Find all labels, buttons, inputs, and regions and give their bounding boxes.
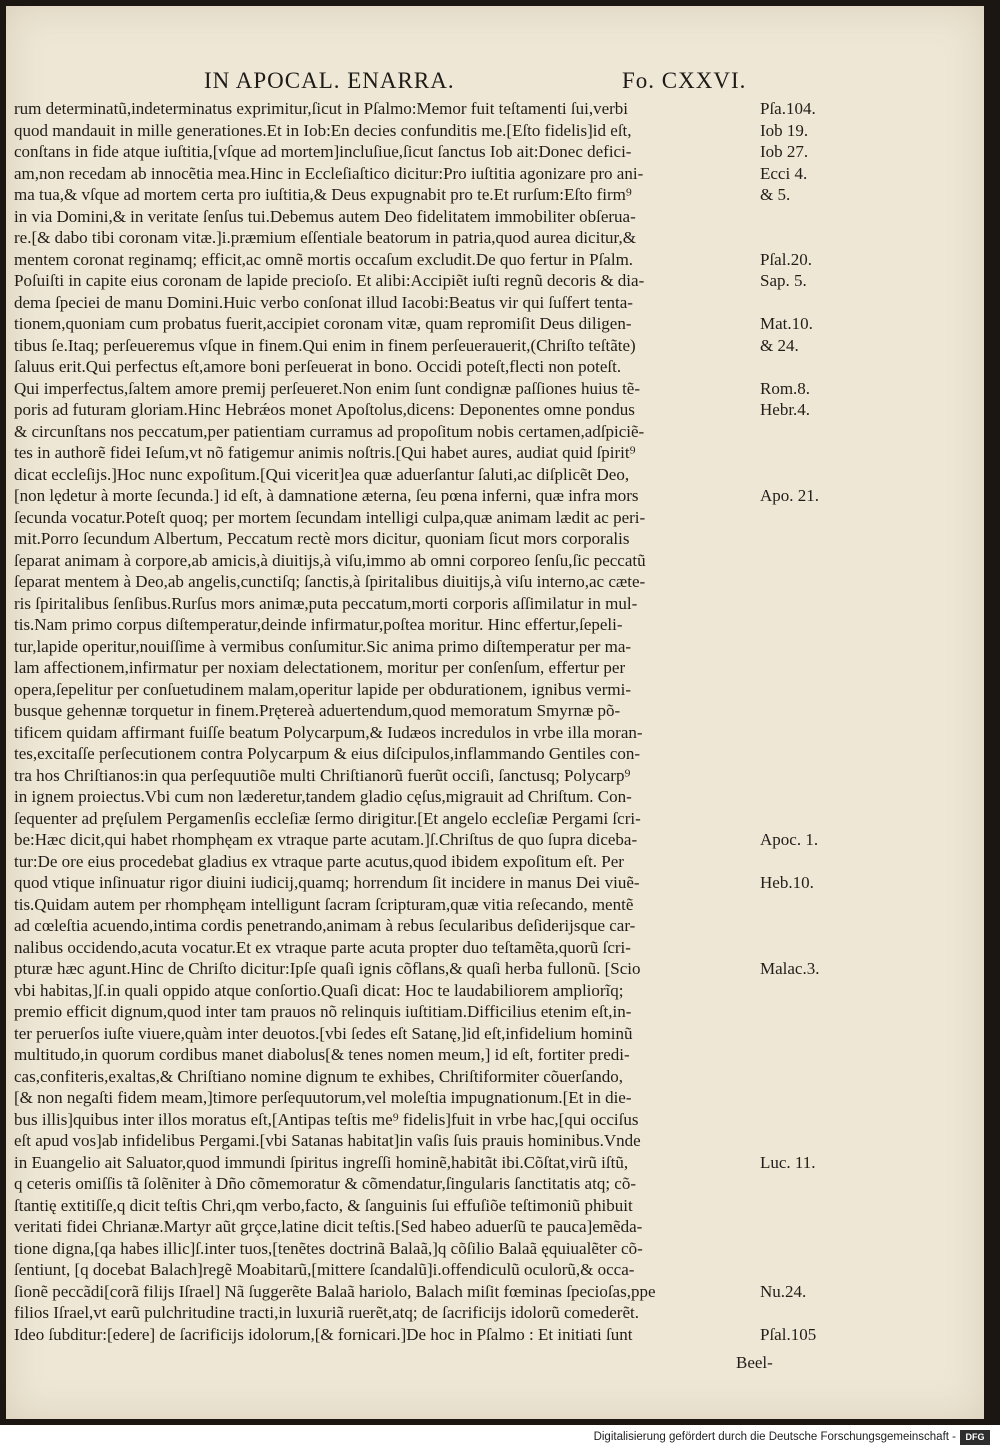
text-line bbox=[6, 399, 984, 420]
line-text: in ignem proiectus.Vbi cum non læderetur,tandem gladio cęſus,migrauit ad Chriſtum. Con- bbox=[14, 787, 632, 806]
line-text: ſaluus erit.Qui perfectus eſt,amore boni perſeuerat in bono. Occidi poteſt,flecti non poteſt. bbox=[14, 357, 622, 376]
line-text: vbi habitas,]ſ.in quali oppido atque conſortio.Quaſi dicat: Hoc te laudabiliorem ampliorĩq; bbox=[14, 980, 624, 1000]
text-line bbox=[6, 700, 984, 721]
line-text: opera,ſepelitur per conſuetudinem malam,operitur lapide per obdurationem, ignibus vermi- bbox=[14, 679, 631, 699]
text-line bbox=[6, 614, 984, 635]
text-line bbox=[6, 1130, 984, 1151]
text-line bbox=[6, 1023, 984, 1044]
text-line bbox=[6, 98, 984, 119]
line-text: re.[& dabo tibi coronam vitæ.]i.præmium eſſentiale beatorum in patria,quod aurea dicitur,& bbox=[14, 228, 637, 247]
line-text: in via Domini,& in veritate ſenſus tui.Debemus autem Deo fidelitatem immobiliter obſerua- bbox=[14, 206, 636, 226]
text-line bbox=[6, 356, 984, 377]
line-text: ſequenter ad pręſulem Pergamenſis eccleſiæ ſermo dirigitur.[Et angelo eccleſiæ Pergami ſcri- bbox=[14, 808, 641, 828]
text-line bbox=[6, 679, 984, 700]
text-line bbox=[6, 335, 984, 356]
line-text: ſentiunt, [q docebat Balach]regẽ Moabitarũ,[mittere ſcandalũ]i.offendiculũ oculorũ,& occa- bbox=[14, 1260, 635, 1279]
folio-number: Fo. CXXVI. bbox=[622, 68, 747, 93]
line-text: bus illis]quibus inter illos moratus eſt,[Antipas teſtis me⁹ fidelis]fuit in vrbe hac,[qui occiſus bbox=[14, 1109, 639, 1129]
line-text: quod mandauit in mille generationes.Et in Iob:En decies confunditis me.[Eſto fidelis]id eſt, bbox=[14, 120, 632, 140]
line-text: q ceteris omiſſis tã ſolẽniter à Dño cõmemoratur & cõmendatur,ſingularis ſanctitatis atq; cõ- bbox=[14, 1174, 636, 1193]
line-text: busque gehennæ torquetur in finem.Prętereà aduertendum,quod memoratum Smyrnæ põ- bbox=[14, 701, 621, 720]
line-text: tes in authorẽ fidei Ieſum,vt nõ fatigemur animis noſtris.[Qui habet aures, audiat quid ſpirit⁹ bbox=[14, 443, 636, 462]
text-line bbox=[6, 1087, 984, 1108]
line-text: tis.Nam primo corpus diſtemperatur,deinde infirmatur,poſtea moritur. Hinc effertur,ſepeli- bbox=[14, 615, 623, 634]
text-line bbox=[6, 829, 984, 850]
text-line bbox=[6, 270, 984, 291]
text-line bbox=[6, 1281, 984, 1302]
marginal-note: & 5. bbox=[760, 185, 791, 204]
funding-notice: Digitalisierung gefördert durch die Deutsche Forschungsgemeinschaft - bbox=[593, 1431, 956, 1443]
line-text: conſtans in fide atque iuſtitia,[vſque ad mortem]incluſiue,ſicut ſanctus Iob ait:Donec defici- bbox=[14, 142, 632, 161]
text-line bbox=[6, 485, 984, 506]
text-line bbox=[6, 980, 984, 1001]
line-text: ſecunda vocatur.Poteſt quoq; per mortem ſecundam intelligi culpa,quæ animam lædit ac peri- bbox=[14, 507, 646, 527]
line-text: & circunſtans nos peccatum,per patientiam curramus ad propoſitum nobis certamen,adſpiciẽ- bbox=[14, 421, 645, 441]
text-line bbox=[6, 442, 984, 463]
line-text: pturæ hæc agunt.Hinc de Chriſto dicitur:Ipſe quaſi ignis cõflans,& quaſi herba fullonũ. [Scio bbox=[14, 959, 641, 978]
line-text: tra hos Chriſtianos:in qua perſequutiõe multi Chriſtianorũ fuerũt occiſi, ſanctusq; Polycarp⁹ bbox=[14, 765, 631, 785]
line-text: ſeparat animam à corpore,ab amicis,à diuitijs,à viſu,immo ab omni corporeo ſenſu,ſic peccatũ bbox=[14, 550, 646, 570]
line-text: tis.Quidam autem per rhomphęam intelligunt ſacram ſcripturam,quæ vitia reſecando, mentẽ bbox=[14, 894, 634, 914]
text-line bbox=[6, 206, 984, 227]
text-line bbox=[6, 1216, 984, 1237]
marginal-note: Ecci 4. bbox=[760, 163, 808, 183]
marginal-note: Pſal.105 bbox=[760, 1324, 817, 1344]
text-line bbox=[6, 571, 984, 592]
text-line bbox=[6, 872, 984, 893]
marginal-note: Pſal.20. bbox=[760, 249, 812, 269]
line-text: tionem,quoniam cum probatus fuerit,accipiet coronam vitæ, quam repromiſit Deus diligen- bbox=[14, 314, 632, 333]
marginal-note: Iob 19. bbox=[760, 120, 809, 140]
line-text: ad cœleſtia acuendo,intima cordis penetrando,animam à rebus ſecularibus deſiderijsque car- bbox=[14, 916, 636, 935]
text-line bbox=[6, 550, 984, 571]
text-line bbox=[6, 1259, 984, 1280]
text-line bbox=[6, 1109, 984, 1130]
line-text: tes,excitaſſe perſecutionem contra Polycarpum & eius diſcipulos,inflammando Gentiles con- bbox=[14, 744, 640, 763]
marginal-note: Heb.10. bbox=[760, 873, 814, 892]
line-text: am,non recedam ab innocẽtia mea.Hinc in Eccleſiaſtico dicitur:Pro iuſtitia agonizare pro ani- bbox=[14, 163, 644, 183]
text-line bbox=[6, 1044, 984, 1065]
line-text: Poſuiſti in capite eius coronam de lapide precioſo. Et alibi:Accipiẽt iuſti regnũ decoris & dia- bbox=[14, 271, 645, 290]
dfg-logo: DFG bbox=[960, 1430, 990, 1445]
text-line bbox=[6, 1324, 984, 1345]
marginal-note: Rom.8. bbox=[760, 378, 811, 398]
text-line bbox=[6, 1173, 984, 1194]
text-line bbox=[6, 528, 984, 549]
text-line bbox=[6, 808, 984, 829]
marginal-note: Luc. 11. bbox=[760, 1152, 816, 1172]
text-line bbox=[6, 184, 984, 205]
text-line bbox=[6, 163, 984, 184]
text-line bbox=[6, 1001, 984, 1022]
text-line bbox=[6, 722, 984, 743]
text-line bbox=[6, 636, 984, 657]
text-line bbox=[6, 313, 984, 334]
text-line bbox=[6, 141, 984, 162]
text-line bbox=[6, 507, 984, 528]
marginal-note: Malac.3. bbox=[760, 959, 820, 978]
line-text: tione digna,[qa habes illic]ſ.inter tuos,[tenẽtes doctrinã Balaã,]q cõſilio Balaã ęquiualẽter cõ- bbox=[14, 1238, 643, 1258]
line-text: tibus ſe.Itaq; perſeueremus vſque in finem.Qui enim in finem perſeuerauerit,(Chriſto teſtãte) bbox=[14, 335, 636, 355]
text-line bbox=[6, 227, 984, 248]
line-text: tificem quidam affirmant fuiſſe beatum Polycarpum,& Iudæos incredulos in vrbe illa moran- bbox=[14, 722, 643, 742]
text-line bbox=[6, 851, 984, 872]
text-line bbox=[6, 1066, 984, 1087]
line-text: multitudo,in quorum cordibus manet diabolus[& tenes nomen meum,] id eſt, fortiter predi- bbox=[14, 1045, 630, 1064]
text-line bbox=[6, 765, 984, 786]
text-line bbox=[6, 915, 984, 936]
line-text: poris ad futuram gloriam.Hinc Hebrǽos monet Apoſtolus,dicens: Deponentes omne pondus bbox=[14, 400, 635, 419]
text-line bbox=[6, 894, 984, 915]
text-line bbox=[6, 1302, 984, 1323]
text-line bbox=[6, 958, 984, 979]
line-text: filios Iſrael,vt earũ pulchritudine tracti,in luxuriã ruerẽt,atq; de ſacrificijs idolorũ comederẽt. bbox=[14, 1303, 639, 1322]
text-line bbox=[6, 421, 984, 442]
catchword: Beel- bbox=[736, 1353, 773, 1372]
text-line bbox=[6, 1195, 984, 1216]
line-text: premio efficit dignum,quod inter tam prauos nõ relinquis iuſtitiam.Difficilius etenim eſt,in- bbox=[14, 1002, 632, 1021]
line-text: tur:De ore eius procedebat gladius ex vtraque parte acutus,quod ibidem expoſitum eſt. Per bbox=[14, 851, 624, 871]
text-line bbox=[6, 593, 984, 614]
line-text: [& non negaſti fidem meam,]timore perſequutorum,vel moleſtia impugnationum.[Et in die- bbox=[14, 1088, 632, 1107]
line-text: be:Hæc dicit,qui habet rhomphęam ex vtraque parte acutam.]ſ.Chriſtus de quo ſupra diceba- bbox=[14, 830, 638, 849]
text-line bbox=[6, 464, 984, 485]
text-line bbox=[6, 120, 984, 141]
line-text: quod vtique inſinuatur rigor diuini iudicij,quamq; horrendum ſit incidere in manus Dei viuẽ- bbox=[14, 873, 640, 892]
line-text: eſt apud vos]ab infidelibus Pergami.[vbi Satanas habitat]in vaſis ſuis prauis hominibus.Vnde bbox=[14, 1131, 641, 1150]
line-text: lam affectionem,infirmatur per noxiam delectationem, moritur per conſenſum, effertur per bbox=[14, 658, 626, 677]
line-text: nalibus occidendo,acuta vocatur.Et ex vtraque parte acuta propter duo teſtamẽta,quorũ ſcri- bbox=[14, 937, 631, 957]
line-text: rum determinatũ,indeterminatus exprimitur,ſicut in Pſalmo:Memor fuit teſtamenti ſui,verbi bbox=[14, 99, 629, 118]
text-line bbox=[6, 292, 984, 313]
line-text: mit.Porro ſecundum Albertum, Peccatum rectè mors dicitur, quoniam ſicut mors corporalis bbox=[14, 529, 630, 548]
text-line bbox=[6, 657, 984, 678]
line-text: tur,lapide operitur,nouiſſime à vermibus conſumitur.Sic anima primo diſtemperatur per ma- bbox=[14, 636, 632, 656]
line-text: ſeparat mentem à Deo,ab angelis,cunctiſq; ſanctis,à ſpiritalibus diuitijs,à viſu interno,ac cæte- bbox=[14, 572, 646, 591]
text-line bbox=[6, 1152, 984, 1173]
line-text: mentem coronat reginamq; efficit,ac omnẽ mortis occaſum excludit.De quo fertur in Pſalm. bbox=[14, 249, 634, 269]
text-line bbox=[6, 249, 984, 270]
line-text: ſtantię extitiſſe,q dicit teſtis Chri,qm verbo,facto, & ſanguinis ſui effuſiõe teſtimoniũ phibuit bbox=[14, 1195, 633, 1215]
line-text: veritati fidei Chrianæ.Martyr aũt grçce,latine dicit teſtis.[Sed habeo aduerſũ te pauca]emẽda- bbox=[14, 1217, 643, 1236]
marginal-note: & 24. bbox=[760, 335, 799, 355]
text-line bbox=[6, 1238, 984, 1259]
line-text: Qui imperfectus,ſaltem amore premij perſeueret.Non enim ſunt condignæ paſſiones huius tẽ- bbox=[14, 378, 640, 398]
line-text: ris ſpiritalibus ſenſibus.Rurſus mors animæ,puta peccatum,morti corporis aſſimilatur in mul- bbox=[14, 593, 638, 613]
running-head bbox=[6, 68, 984, 96]
line-text: dema ſpeciei de manu Domini.Huic verbo conſonat illud Iacobi:Beatus vir qui ſuſfert tenta- bbox=[14, 292, 633, 312]
marginal-note: Nu.24. bbox=[760, 1281, 807, 1301]
text-line bbox=[6, 378, 984, 399]
marginal-note: Hebr.4. bbox=[760, 400, 811, 419]
running-head-title: IN APOCAL. ENARRA. bbox=[204, 68, 455, 93]
line-text: cas,confiteris,exaltas,& Chriſtiano nomine dignum te exhibes, Chriſtiformiter cõuerſando, bbox=[14, 1066, 624, 1086]
marginal-note: Pſa.104. bbox=[760, 99, 816, 118]
line-text: in Euangelio ait Saluator,quod immundi ſpiritus ingreſſi hominẽ,habitãt ibi.Cõſtat,virũ iſtũ, bbox=[14, 1152, 629, 1172]
line-text: ſionẽ peccãdi[corã filijs Iſrael] Nã ſuggerẽte Balaã hariolo, Balach miſit fœminas ſpecioſas,ppe bbox=[14, 1281, 656, 1301]
line-text: ma tua,& vſque ad mortem certa pro iuſtitia,& Deus expugnabit pro te.Et rurſum:Eſto firm⁹ bbox=[14, 185, 632, 204]
marginal-note: Apo. 21. bbox=[760, 486, 820, 505]
line-text: [non lędetur à morte ſecunda.] id eſt, à damnatione æterna, ſeu pœna inferni, quæ infra mors bbox=[14, 486, 639, 505]
digitization-footer bbox=[0, 1425, 1000, 1451]
line-text: ter peruerſos iuſte viuere,quàm inter deuotos.[vbi ſedes eſt Satanę,]id eſt,infidelium hominũ bbox=[14, 1023, 633, 1043]
text-line bbox=[6, 786, 984, 807]
text-line bbox=[6, 937, 984, 958]
marginal-note: Sap. 5. bbox=[760, 271, 807, 290]
line-text: dicat eccleſijs.]Hoc nunc expoſitum.[Qui vicerit]ea quæ aduerſantur ſaluti,ac diſplicẽt Deo, bbox=[14, 464, 630, 484]
book-page bbox=[6, 6, 984, 1419]
marginal-note: Iob 27. bbox=[760, 142, 809, 161]
line-text: Ideo ſubditur:[edere] de ſacrificijs idolorum,[& fornicari.]De hoc in Pſalmo : Et initiati ſunt bbox=[14, 1324, 633, 1344]
marginal-note: Mat.10. bbox=[760, 314, 813, 333]
text-line bbox=[6, 743, 984, 764]
marginal-note: Apoc. 1. bbox=[760, 830, 819, 849]
